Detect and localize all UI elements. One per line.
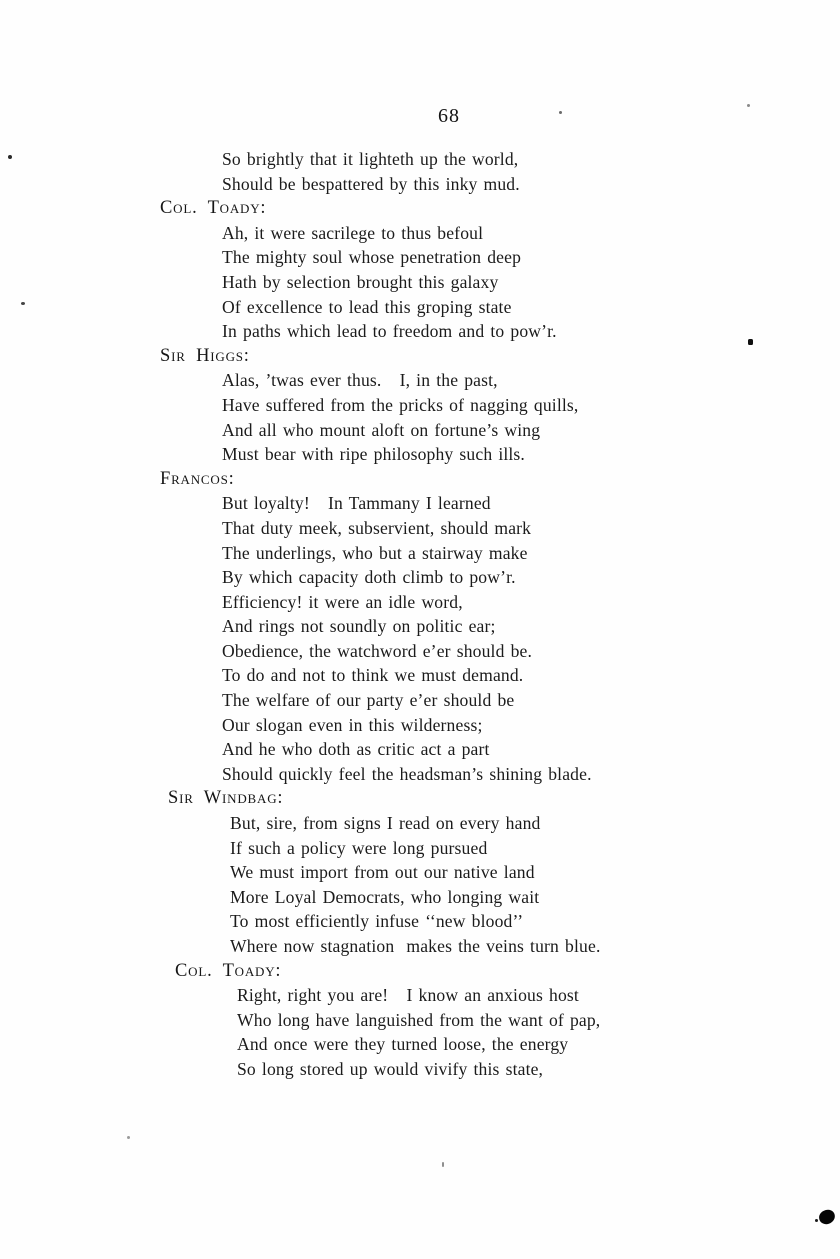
speech bbox=[160, 344, 810, 467]
speech bbox=[168, 786, 818, 958]
verse-line: Who long have languished from the want of pap, bbox=[237, 1009, 601, 1030]
verse-lines bbox=[160, 147, 810, 196]
speaker-name: Sir Windbag: bbox=[168, 788, 284, 809]
verse-line: And rings not soundly on politic ear; bbox=[222, 616, 496, 637]
verse-line: If such a policy were long pursued bbox=[230, 837, 488, 858]
dust-speck bbox=[747, 104, 750, 107]
verse-line: The mighty soul whose penetration deep bbox=[222, 247, 522, 268]
verse-line: The underlings, who but a stairway make bbox=[222, 542, 528, 563]
verse-line: In paths which lead to freedom and to pow’r. bbox=[222, 321, 557, 342]
verse-line: The welfare of our party e’er should be bbox=[222, 690, 515, 711]
verse-line: Should quickly feel the headsman’s shining blade. bbox=[222, 763, 592, 784]
verse-line: So long stored up would vivify this state, bbox=[237, 1058, 544, 1079]
verse-line: Alas, ’twas ever thus. I, in the past, bbox=[222, 370, 498, 391]
verse-line: And all who mount aloft on fortune’s wing bbox=[222, 419, 541, 440]
verse-line: So brightly that it lighteth up the world, bbox=[222, 149, 519, 169]
verse-line: That duty meek, subservient, should mark bbox=[222, 517, 532, 538]
verse-line: Right, right you are! I know an anxious host bbox=[237, 985, 579, 1006]
verse-line: Where now stagnation makes the veins turn blue. bbox=[230, 936, 601, 956]
verse-line: Our slogan even in this wilderness; bbox=[222, 714, 483, 735]
play-text-block bbox=[160, 147, 810, 1082]
verse-line: To do and not to think we must demand. bbox=[222, 665, 524, 686]
verse-line: More Loyal Democrats, who longing wait bbox=[230, 886, 540, 907]
speech bbox=[175, 959, 825, 1082]
speech bbox=[160, 147, 810, 196]
dust-speck bbox=[8, 155, 12, 159]
verse-line: And he who doth as critic act a part bbox=[222, 739, 490, 760]
verse-line: Must bear with ripe philosophy such ills. bbox=[222, 444, 525, 465]
dust-speck bbox=[127, 1136, 130, 1139]
verse-line: Have suffered from the pricks of nagging quills, bbox=[222, 394, 579, 415]
verse-line: Should be bespattered by this inky mud. bbox=[222, 173, 520, 194]
speaker-name: Sir Higgs: bbox=[160, 345, 250, 366]
speech bbox=[160, 467, 810, 787]
dust-speck bbox=[559, 111, 562, 114]
dust-speck bbox=[442, 1162, 444, 1167]
verse-line: Of excellence to lead this groping state bbox=[222, 296, 512, 317]
verse-line: Ah, it were sacrilege to thus befoul bbox=[222, 222, 484, 243]
verse-line: But loyalty! In Tammany I learned bbox=[222, 493, 491, 514]
verse-line: To most efficiently infuse ‘‘new blood’’ bbox=[230, 911, 524, 932]
verse-line: By which capacity doth climb to pow’r. bbox=[222, 567, 516, 588]
verse-line: And once were they turned loose, the energy bbox=[237, 1034, 569, 1055]
speaker-name: Col. Toady: bbox=[160, 198, 267, 219]
verse-lines bbox=[175, 983, 825, 1081]
verse-lines bbox=[160, 491, 810, 786]
verse-line: But, sire, from signs I read on every hand bbox=[230, 813, 541, 834]
dust-speck bbox=[21, 302, 25, 305]
verse-lines bbox=[160, 221, 810, 344]
speaker-name: Col. Toady: bbox=[175, 960, 282, 981]
ink-speck bbox=[815, 1219, 818, 1222]
verse-line: We must import from out our native land bbox=[230, 862, 535, 883]
verse-line: Efficiency! it were an idle word, bbox=[222, 591, 463, 612]
page-number: 68 bbox=[438, 105, 460, 127]
speaker-name: Francos: bbox=[160, 468, 235, 489]
verse-line: Obedience, the watchword e’er should be. bbox=[222, 640, 533, 661]
verse-line: Hath by selection brought this galaxy bbox=[222, 271, 499, 292]
verse-lines bbox=[160, 368, 810, 466]
ink-blot bbox=[817, 1208, 837, 1226]
speech bbox=[160, 196, 810, 344]
verse-lines bbox=[168, 811, 818, 959]
